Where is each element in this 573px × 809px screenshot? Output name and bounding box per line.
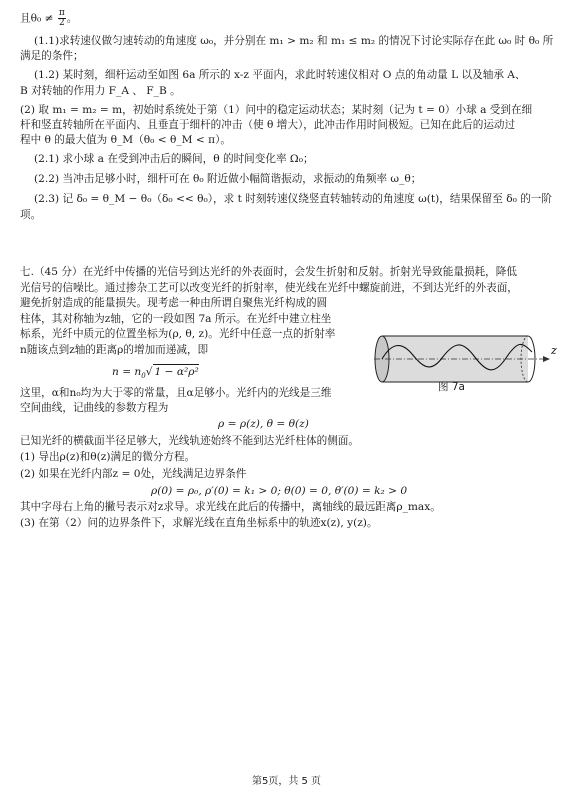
line-16: 柱体，其对称轴为z轴，它的一段如图 7a 所示。在光纤中建立柱坐	[20, 313, 332, 325]
line-18: n随该点到z轴的距离ρ的增加而递减，即	[20, 344, 209, 356]
z-axis-label: z	[551, 344, 557, 357]
line-3: 满足的条件；	[20, 50, 84, 62]
line-2: (1.1)求转速仪做匀速转动的角速度 ω₀，并分别在 m₁ > m₂ 和 m₁ ≤ m₂ 的情况下讨论实际存在此 ω₀ 时 θ₀ 所	[34, 35, 554, 47]
line-8: 程中 θ 的最大值为 θ_M（θ₀ < θ_M < π）。	[20, 134, 231, 146]
line-5: B 对转轴的作用力 F_A 、 F_B 。	[20, 85, 181, 97]
line-25: (3) 在第（2）问的边界条件下，求解光线在直角坐标系中的轨迹x(z), y(z)。	[20, 517, 378, 529]
line-6: (2) 取 m₁ = m₂ = m，初始时系统处于第（1）问中的稳定运动状态；某时刻（记为 t = 0）小球 a 受到在细	[20, 104, 533, 116]
z-axis-arrowhead	[543, 356, 550, 362]
line-12: 项。	[20, 209, 42, 221]
formula-boundary: ρ(0) = ρ₀, ρ′(0) = k₁ > 0; θ(0) = 0, θ′(0) = k₂ > 0	[151, 485, 408, 497]
line-15: 避免折射造成的能量损失。现考虑一种由所谓自聚焦光纤构成的圆	[20, 297, 328, 309]
pi-over-2: $\frac{\pi}{2}$	[58, 8, 65, 28]
page-footer: 第5页，共 5 页	[251, 776, 322, 787]
line-24: 其中字母右上角的撇号表示对z求导。求光线在此后的传播中，离轴线的最远距离ρ_max。	[20, 501, 441, 513]
line-22: (1) 导出ρ(z)和θ(z)满足的微分方程。	[20, 451, 196, 463]
line-9: (2.1) 求小球 a 在受到冲击后的瞬间，θ 的时间变化率 Ω₀；	[34, 153, 314, 165]
line-4: (1.2) 某时刻，细杆运动至如图 6a 所示的 x-z 平面内，求此时转速仪相对 O 点的角动量 L 以及轴承 A、	[34, 69, 526, 81]
line-17: 标系，光纤中质元的位置坐标为(ρ, θ, z)。光纤中任意一点的折射率	[20, 328, 336, 340]
line-1: 且θ₀ ≠ $\frac{\pi}{2}$ 。	[20, 8, 78, 28]
line-23: (2) 如果在光纤内部z = 0处，光线满足边界条件	[20, 468, 247, 480]
formula-parametric: ρ = ρ(z), θ = θ(z)	[218, 418, 309, 430]
line-20: 空间曲线，记曲线的参数方程为	[20, 402, 169, 414]
line-13: 七.（45 分）在光纤中传播的光信号到达光纤的外表面时，会发生折射和反射。折射光导致能量损耗，降低	[20, 266, 517, 278]
line-7: 杆和竖直转轴所在平面内、且垂直于细杆的冲击（使 θ 增大），此冲击作用时间极短。已知在此后的运动过	[20, 119, 516, 131]
formula-refractive-index: $n = n_0√$ 1 − α²ρ²	[112, 366, 199, 381]
line-11: (2.3) 记 δ₀ = θ_M − θ₀（δ₀ << θ₀），求 t 时刻转速仪绕竖直转轴转动的角速度 ω(t)，结果保留至 δ₀ 的一阶	[34, 193, 552, 205]
line-10: (2.2) 当冲击足够小时，细杆可在 θ₀ 附近做小幅简谐振动，求振动的角频率 ω_θ；	[34, 173, 422, 185]
line-21: 已知光纤的横截面半径足够大，光线轨迹始终不能到达光纤柱体的侧面。	[20, 435, 359, 447]
line-14: 光信号的信噪比。通过掺杂工艺可以改变光纤的折射率，使光线在光纤中螺旋前进，不到达光纤的外表面，	[20, 282, 518, 294]
figure-caption: 图 7a	[438, 381, 465, 393]
line-19: 这里，α和n₀均为大于零的常量，且α足够小。光纤内的光线是三维	[20, 387, 332, 399]
